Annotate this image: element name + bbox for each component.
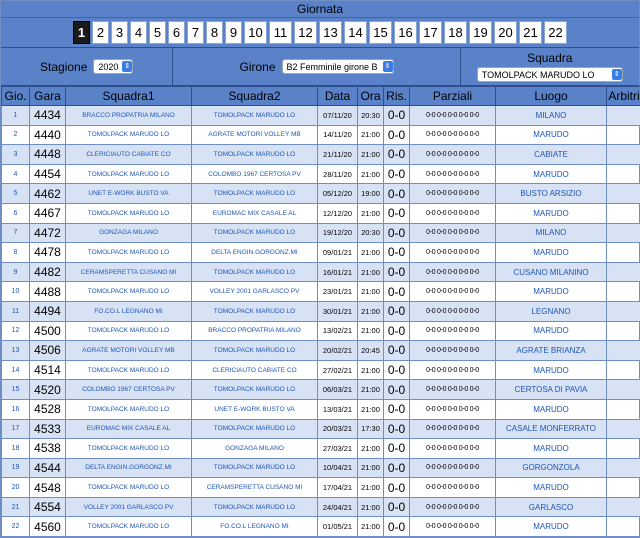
giornata-title: Giornata — [1, 1, 639, 18]
cell-s2[interactable]: TOMOLPACK MARUDO LO — [192, 145, 318, 165]
cell-ris: 0-0 — [384, 164, 410, 184]
cell-parz: 0-0 0-0 0-0 0-0 0-0 — [410, 106, 496, 126]
cell-data: 16/01/21 — [318, 262, 358, 282]
cell-parz: 0-0 0-0 0-0 0-0 0-0 — [410, 282, 496, 302]
cell-ora: 19:00 — [358, 184, 384, 204]
cell-luogo[interactable]: MARUDO — [496, 321, 607, 341]
cell-ora: 21:00 — [358, 301, 384, 321]
giornata-button-10[interactable]: 10 — [244, 21, 267, 44]
cell-data: 24/04/21 — [318, 497, 358, 517]
column-header-squadra2: Squadra2 — [192, 87, 318, 106]
cell-s2[interactable]: TOMOLPACK MARUDO LO — [192, 341, 318, 361]
stagione-label: Stagione — [40, 59, 88, 74]
column-header-parziali: Parziali — [410, 87, 496, 106]
cell-ris: 0-0 — [384, 360, 410, 380]
cell-s2[interactable]: TOMOLPACK MARUDO LO — [192, 419, 318, 439]
cell-ora: 21:00 — [358, 399, 384, 419]
cell-parz: 0-0 0-0 0-0 0-0 0-0 — [410, 439, 496, 459]
cell-data: 07/11/20 — [318, 106, 358, 126]
cell-ora: 21:00 — [358, 203, 384, 223]
cell-gio[interactable]: 15 — [2, 380, 30, 400]
cell-arbitri — [607, 262, 640, 282]
cell-arbitri — [607, 243, 640, 263]
giornata-button-22[interactable]: 22 — [544, 21, 567, 44]
cell-s1[interactable]: TOMOLPACK MARUDO LO — [66, 164, 192, 184]
cell-luogo[interactable]: MARUDO — [496, 243, 607, 263]
giornata-button-3[interactable]: 3 — [111, 21, 128, 44]
cell-s2[interactable]: TOMOLPACK MARUDO LO — [192, 184, 318, 204]
cell-ris: 0-0 — [384, 458, 410, 478]
column-header-gara: Gara — [30, 87, 66, 106]
cell-data: 12/12/20 — [318, 203, 358, 223]
cell-parz: 0-0 0-0 0-0 0-0 0-0 — [410, 380, 496, 400]
cell-luogo[interactable]: AGRATE BRIANZA — [496, 341, 607, 361]
cell-data: 30/01/21 — [318, 301, 358, 321]
cell-gio[interactable]: 6 — [2, 203, 30, 223]
cell-ora: 21:00 — [358, 360, 384, 380]
cell-gio[interactable]: 4 — [2, 164, 30, 184]
cell-luogo[interactable]: MARUDO — [496, 517, 607, 537]
cell-luogo[interactable]: GARLASCO — [496, 497, 607, 517]
stagione-filter — [1, 48, 173, 85]
column-header-squadra1: Squadra1 — [66, 87, 192, 106]
table-row — [2, 203, 640, 223]
cell-data: 06/03/21 — [318, 380, 358, 400]
cell-arbitri — [607, 497, 640, 517]
cell-gio[interactable]: 21 — [2, 497, 30, 517]
cell-parz: 0-0 0-0 0-0 0-0 0-0 — [410, 497, 496, 517]
giornata-selector — [1, 18, 639, 48]
cell-parz: 0-0 0-0 0-0 0-0 0-0 — [410, 321, 496, 341]
cell-gio[interactable]: 19 — [2, 458, 30, 478]
cell-ora: 21:00 — [358, 497, 384, 517]
table-row — [2, 145, 640, 165]
select-arrow-icon: ⇕ — [122, 61, 132, 72]
cell-ris: 0-0 — [384, 282, 410, 302]
cell-data: 13/03/21 — [318, 399, 358, 419]
cell-arbitri — [607, 203, 640, 223]
table-row — [2, 243, 640, 263]
cell-s1[interactable]: EUROMAC MIX CASALE AL — [66, 419, 192, 439]
cell-ora: 21:00 — [358, 321, 384, 341]
cell-s1[interactable]: COLOMBO 1967 CERTOSA PV — [66, 380, 192, 400]
cell-s1[interactable]: TOMOLPACK MARUDO LO — [66, 125, 192, 145]
cell-luogo[interactable]: GORGONZOLA — [496, 458, 607, 478]
cell-luogo[interactable]: MARUDO — [496, 399, 607, 419]
cell-s1[interactable]: TOMOLPACK MARUDO LO — [66, 282, 192, 302]
giornata-button-1[interactable]: 1 — [73, 21, 90, 44]
cell-gio[interactable]: 20 — [2, 478, 30, 498]
cell-s2[interactable]: DELTA ENGIN.GORGONZ.MI — [192, 243, 318, 263]
table-row — [2, 262, 640, 282]
cell-gara: 4482 — [30, 262, 66, 282]
cell-ris: 0-0 — [384, 439, 410, 459]
cell-ris: 0-0 — [384, 203, 410, 223]
column-header-ora: Ora — [358, 87, 384, 106]
giornata-button-13[interactable]: 13 — [319, 21, 342, 44]
cell-s1[interactable]: TOMOLPACK MARUDO LO — [66, 478, 192, 498]
cell-data: 13/02/21 — [318, 321, 358, 341]
giornata-button-15[interactable]: 15 — [369, 21, 392, 44]
cell-data: 14/11/20 — [318, 125, 358, 145]
cell-gara: 4560 — [30, 517, 66, 537]
cell-ora: 21:00 — [358, 125, 384, 145]
cell-s2[interactable]: CLERICIAUTO CABIATE CO — [192, 360, 318, 380]
cell-ora: 21:00 — [358, 439, 384, 459]
cell-arbitri — [607, 164, 640, 184]
cell-data: 09/01/21 — [318, 243, 358, 263]
cell-s2[interactable]: AGRATE MOTORI VOLLEY MB — [192, 125, 318, 145]
cell-s2[interactable]: EUROMAC MIX CASALE AL — [192, 203, 318, 223]
cell-luogo[interactable]: CUSANO MILANINO — [496, 262, 607, 282]
cell-s2[interactable]: BRACCO PROPATRIA MILANO — [192, 321, 318, 341]
cell-ora: 21:00 — [358, 282, 384, 302]
cell-gio[interactable]: 9 — [2, 262, 30, 282]
table-row — [2, 282, 640, 302]
cell-arbitri — [607, 282, 640, 302]
table-row — [2, 419, 640, 439]
cell-parz: 0-0 0-0 0-0 0-0 0-0 — [410, 517, 496, 537]
cell-arbitri — [607, 380, 640, 400]
giornata-button-17[interactable]: 17 — [419, 21, 442, 44]
cell-gio[interactable]: 5 — [2, 184, 30, 204]
cell-s2[interactable]: TOMOLPACK MARUDO LO — [192, 380, 318, 400]
cell-parz: 0-0 0-0 0-0 0-0 0-0 — [410, 243, 496, 263]
cell-parz: 0-0 0-0 0-0 0-0 0-0 — [410, 399, 496, 419]
cell-gara: 4494 — [30, 301, 66, 321]
cell-gio[interactable]: 1 — [2, 106, 30, 126]
cell-s2[interactable]: UNET E-WORK BUSTO VA — [192, 399, 318, 419]
cell-gara: 4533 — [30, 419, 66, 439]
cell-ora: 17:30 — [358, 419, 384, 439]
cell-gio[interactable]: 17 — [2, 419, 30, 439]
cell-data: 23/01/21 — [318, 282, 358, 302]
cell-gio[interactable]: 16 — [2, 399, 30, 419]
stagione-select[interactable] — [93, 59, 133, 74]
giornata-button-9[interactable]: 9 — [225, 21, 242, 44]
cell-ris: 0-0 — [384, 321, 410, 341]
cell-parz: 0-0 0-0 0-0 0-0 0-0 — [410, 184, 496, 204]
cell-parz: 0-0 0-0 0-0 0-0 0-0 — [410, 145, 496, 165]
cell-gio[interactable]: 22 — [2, 517, 30, 537]
cell-s1[interactable]: BRACCO PROPATRIA MILANO — [66, 106, 192, 126]
squadra-value: TOMOLPACK MARUDO LO — [481, 69, 595, 80]
cell-luogo[interactable]: MARUDO — [496, 125, 607, 145]
cell-gara: 4488 — [30, 282, 66, 302]
cell-s1[interactable]: AGRATE MOTORI VOLLEY MB — [66, 341, 192, 361]
cell-s1[interactable]: TOMOLPACK MARUDO LO — [66, 360, 192, 380]
cell-s2[interactable]: TOMOLPACK MARUDO LO — [192, 458, 318, 478]
cell-ris: 0-0 — [384, 478, 410, 498]
table-row — [2, 184, 640, 204]
cell-gio[interactable]: 11 — [2, 301, 30, 321]
table-row — [2, 497, 640, 517]
giornata-button-6[interactable]: 6 — [168, 21, 185, 44]
cell-ora: 21:00 — [358, 243, 384, 263]
cell-gara: 4467 — [30, 203, 66, 223]
girone-label: Girone — [239, 59, 276, 74]
cell-gara: 4554 — [30, 497, 66, 517]
cell-arbitri — [607, 478, 640, 498]
cell-s2[interactable]: TOMOLPACK MARUDO LO — [192, 497, 318, 517]
table-row — [2, 301, 640, 321]
cell-arbitri — [607, 517, 640, 537]
cell-data: 27/02/21 — [318, 360, 358, 380]
giornata-button-2[interactable]: 2 — [92, 21, 109, 44]
cell-luogo[interactable]: MILANO — [496, 106, 607, 126]
cell-gio[interactable]: 8 — [2, 243, 30, 263]
cell-s1[interactable]: UNET E-WORK BUSTO VA — [66, 184, 192, 204]
girone-filter — [173, 48, 460, 85]
cell-ora: 20:45 — [358, 341, 384, 361]
cell-arbitri — [607, 419, 640, 439]
cell-gara: 4462 — [30, 184, 66, 204]
cell-arbitri — [607, 184, 640, 204]
cell-s2[interactable]: GONZAGA MILANO — [192, 439, 318, 459]
cell-parz: 0-0 0-0 0-0 0-0 0-0 — [410, 419, 496, 439]
select-arrow-icon: ⇕ — [612, 69, 622, 80]
cell-ris: 0-0 — [384, 301, 410, 321]
giornata-button-12[interactable]: 12 — [294, 21, 317, 44]
table-row — [2, 439, 640, 459]
cell-luogo[interactable]: CASALE MONFERRATO — [496, 419, 607, 439]
cell-gio[interactable]: 10 — [2, 282, 30, 302]
cell-ora: 21:00 — [358, 380, 384, 400]
cell-gio[interactable]: 18 — [2, 439, 30, 459]
cell-data: 20/03/21 — [318, 419, 358, 439]
table-row — [2, 399, 640, 419]
giornata-button-20[interactable]: 20 — [494, 21, 517, 44]
cell-gara: 4548 — [30, 478, 66, 498]
column-header-gio: Gio. — [2, 87, 30, 106]
cell-gara: 4478 — [30, 243, 66, 263]
matches-table — [1, 86, 640, 537]
cell-arbitri — [607, 341, 640, 361]
cell-gara: 4514 — [30, 360, 66, 380]
column-header-arbitri: Arbitri — [607, 87, 640, 106]
cell-s2[interactable]: TOMOLPACK MARUDO LO — [192, 301, 318, 321]
cell-parz: 0-0 0-0 0-0 0-0 0-0 — [410, 478, 496, 498]
squadra-filter — [461, 48, 639, 85]
select-arrow-icon: ⇕ — [383, 61, 393, 72]
cell-s2[interactable]: CERAMSPERETTA CUSANO MI — [192, 478, 318, 498]
cell-s1[interactable]: TOMOLPACK MARUDO LO — [66, 517, 192, 537]
cell-s2[interactable]: TOMOLPACK MARUDO LO — [192, 262, 318, 282]
column-header-luogo: Luogo — [496, 87, 607, 106]
cell-ris: 0-0 — [384, 341, 410, 361]
cell-arbitri — [607, 223, 640, 243]
cell-parz: 0-0 0-0 0-0 0-0 0-0 — [410, 301, 496, 321]
cell-gara: 4448 — [30, 145, 66, 165]
cell-s1[interactable]: TOMOLPACK MARUDO LO — [66, 203, 192, 223]
cell-arbitri — [607, 360, 640, 380]
cell-gio[interactable]: 3 — [2, 145, 30, 165]
table-row — [2, 458, 640, 478]
table-row — [2, 125, 640, 145]
cell-gara: 4520 — [30, 380, 66, 400]
cell-ora: 20:30 — [358, 106, 384, 126]
cell-s1[interactable]: CERAMSPERETTA CUSANO MI — [66, 262, 192, 282]
giornata-button-21[interactable]: 21 — [519, 21, 542, 44]
cell-luogo[interactable]: MARUDO — [496, 478, 607, 498]
cell-arbitri — [607, 301, 640, 321]
cell-s2[interactable]: TOMOLPACK MARUDO LO — [192, 106, 318, 126]
table-row — [2, 106, 640, 126]
cell-data: 27/03/21 — [318, 439, 358, 459]
cell-arbitri — [607, 106, 640, 126]
cell-ora: 21:00 — [358, 458, 384, 478]
cell-s1[interactable]: FO.CO.L LEGNANO MI — [66, 301, 192, 321]
cell-s1[interactable]: GONZAGA MILANO — [66, 223, 192, 243]
giornata-button-19[interactable]: 19 — [469, 21, 492, 44]
squadra-label: Squadra — [527, 51, 573, 65]
cell-ris: 0-0 — [384, 184, 410, 204]
cell-luogo[interactable]: CERTOSA DI PAVIA — [496, 380, 607, 400]
cell-ris: 0-0 — [384, 497, 410, 517]
cell-gara: 4538 — [30, 439, 66, 459]
table-body — [2, 106, 640, 537]
cell-luogo[interactable]: BUSTO ARSIZIO — [496, 184, 607, 204]
cell-ora: 21:00 — [358, 478, 384, 498]
cell-arbitri — [607, 125, 640, 145]
cell-s1[interactable]: DELTA ENGIN.GORGONZ.MI — [66, 458, 192, 478]
cell-luogo[interactable]: MARUDO — [496, 164, 607, 184]
cell-gara: 4440 — [30, 125, 66, 145]
cell-luogo[interactable]: MARUDO — [496, 439, 607, 459]
cell-data: 19/12/20 — [318, 223, 358, 243]
cell-data: 10/04/21 — [318, 458, 358, 478]
cell-gio[interactable]: 12 — [2, 321, 30, 341]
cell-data: 28/11/20 — [318, 164, 358, 184]
cell-arbitri — [607, 458, 640, 478]
cell-parz: 0-0 0-0 0-0 0-0 0-0 — [410, 164, 496, 184]
cell-gio[interactable]: 13 — [2, 341, 30, 361]
cell-ris: 0-0 — [384, 145, 410, 165]
giornata-button-16[interactable]: 16 — [394, 21, 417, 44]
cell-ora: 21:00 — [358, 164, 384, 184]
cell-ris: 0-0 — [384, 262, 410, 282]
cell-ora: 21:00 — [358, 262, 384, 282]
cell-s1[interactable]: TOMOLPACK MARUDO LO — [66, 439, 192, 459]
cell-luogo[interactable]: CABIATE — [496, 145, 607, 165]
giornata-button-8[interactable]: 8 — [206, 21, 223, 44]
cell-s1[interactable]: TOMOLPACK MARUDO LO — [66, 321, 192, 341]
cell-arbitri — [607, 439, 640, 459]
cell-ora: 21:00 — [358, 145, 384, 165]
cell-ris: 0-0 — [384, 125, 410, 145]
cell-gara: 4454 — [30, 164, 66, 184]
cell-s2[interactable]: TOMOLPACK MARUDO LO — [192, 223, 318, 243]
cell-data: 01/05/21 — [318, 517, 358, 537]
column-header-data: Data — [318, 87, 358, 106]
cell-parz: 0-0 0-0 0-0 0-0 0-0 — [410, 125, 496, 145]
cell-s1[interactable]: VOLLEY 2001 GARLASCO PV — [66, 497, 192, 517]
table-row — [2, 223, 640, 243]
giornata-button-18[interactable]: 18 — [444, 21, 467, 44]
cell-gara: 4434 — [30, 106, 66, 126]
giornata-button-4[interactable]: 4 — [130, 21, 147, 44]
table-row — [2, 341, 640, 361]
cell-data: 05/12/20 — [318, 184, 358, 204]
cell-ris: 0-0 — [384, 517, 410, 537]
cell-s1[interactable]: CLERICIAUTO CABIATE CO — [66, 145, 192, 165]
giornata-button-11[interactable]: 11 — [269, 21, 292, 44]
cell-parz: 0-0 0-0 0-0 0-0 0-0 — [410, 341, 496, 361]
table-row — [2, 517, 640, 537]
cell-ris: 0-0 — [384, 399, 410, 419]
cell-s1[interactable]: TOMOLPACK MARUDO LO — [66, 243, 192, 263]
giornata-button-14[interactable]: 14 — [344, 21, 367, 44]
girone-select[interactable] — [282, 59, 394, 74]
cell-ris: 0-0 — [384, 419, 410, 439]
cell-gara: 4506 — [30, 341, 66, 361]
cell-data: 17/04/21 — [318, 478, 358, 498]
cell-luogo[interactable]: MILANO — [496, 223, 607, 243]
cell-data: 21/11/20 — [318, 145, 358, 165]
table-row — [2, 478, 640, 498]
cell-arbitri — [607, 399, 640, 419]
cell-ora: 20:30 — [358, 223, 384, 243]
table-header — [2, 87, 640, 106]
cell-gara: 4472 — [30, 223, 66, 243]
cell-luogo[interactable]: LEGNANO — [496, 301, 607, 321]
cell-gio[interactable]: 7 — [2, 223, 30, 243]
cell-ris: 0-0 — [384, 106, 410, 126]
girone-value: B2 Femminile girone B — [286, 61, 378, 72]
giornata-button-5[interactable]: 5 — [149, 21, 166, 44]
cell-gara: 4528 — [30, 399, 66, 419]
cell-parz: 0-0 0-0 0-0 0-0 0-0 — [410, 203, 496, 223]
cell-s2[interactable]: VOLLEY 2001 GARLASCO PV — [192, 282, 318, 302]
cell-arbitri — [607, 321, 640, 341]
table-row — [2, 164, 640, 184]
table-row — [2, 380, 640, 400]
cell-gara: 4500 — [30, 321, 66, 341]
cell-parz: 0-0 0-0 0-0 0-0 0-0 — [410, 360, 496, 380]
cell-luogo[interactable]: MARUDO — [496, 203, 607, 223]
cell-luogo[interactable]: MARUDO — [496, 360, 607, 380]
cell-gara: 4544 — [30, 458, 66, 478]
giornata-button-7[interactable]: 7 — [187, 21, 204, 44]
cell-ora: 21:00 — [358, 517, 384, 537]
cell-s2[interactable]: COLOMBO 1967 CERTOSA PV — [192, 164, 318, 184]
cell-ris: 0-0 — [384, 243, 410, 263]
cell-parz: 0-0 0-0 0-0 0-0 0-0 — [410, 223, 496, 243]
stagione-value: 2020 — [98, 61, 119, 72]
cell-parz: 0-0 0-0 0-0 0-0 0-0 — [410, 458, 496, 478]
cell-arbitri — [607, 145, 640, 165]
cell-parz: 0-0 0-0 0-0 0-0 0-0 — [410, 262, 496, 282]
cell-ris: 0-0 — [384, 380, 410, 400]
filters-row — [1, 48, 639, 86]
cell-ris: 0-0 — [384, 223, 410, 243]
cell-gio[interactable]: 2 — [2, 125, 30, 145]
cell-s2[interactable]: FO.CO.L LEGNANO MI — [192, 517, 318, 537]
cell-gio[interactable]: 14 — [2, 360, 30, 380]
cell-s1[interactable]: TOMOLPACK MARUDO LO — [66, 399, 192, 419]
column-header-ris: Ris. — [384, 87, 410, 106]
squadra-select[interactable] — [477, 67, 623, 82]
table-row — [2, 360, 640, 380]
cell-luogo[interactable]: MARUDO — [496, 282, 607, 302]
table-row — [2, 321, 640, 341]
cell-data: 20/02/21 — [318, 341, 358, 361]
